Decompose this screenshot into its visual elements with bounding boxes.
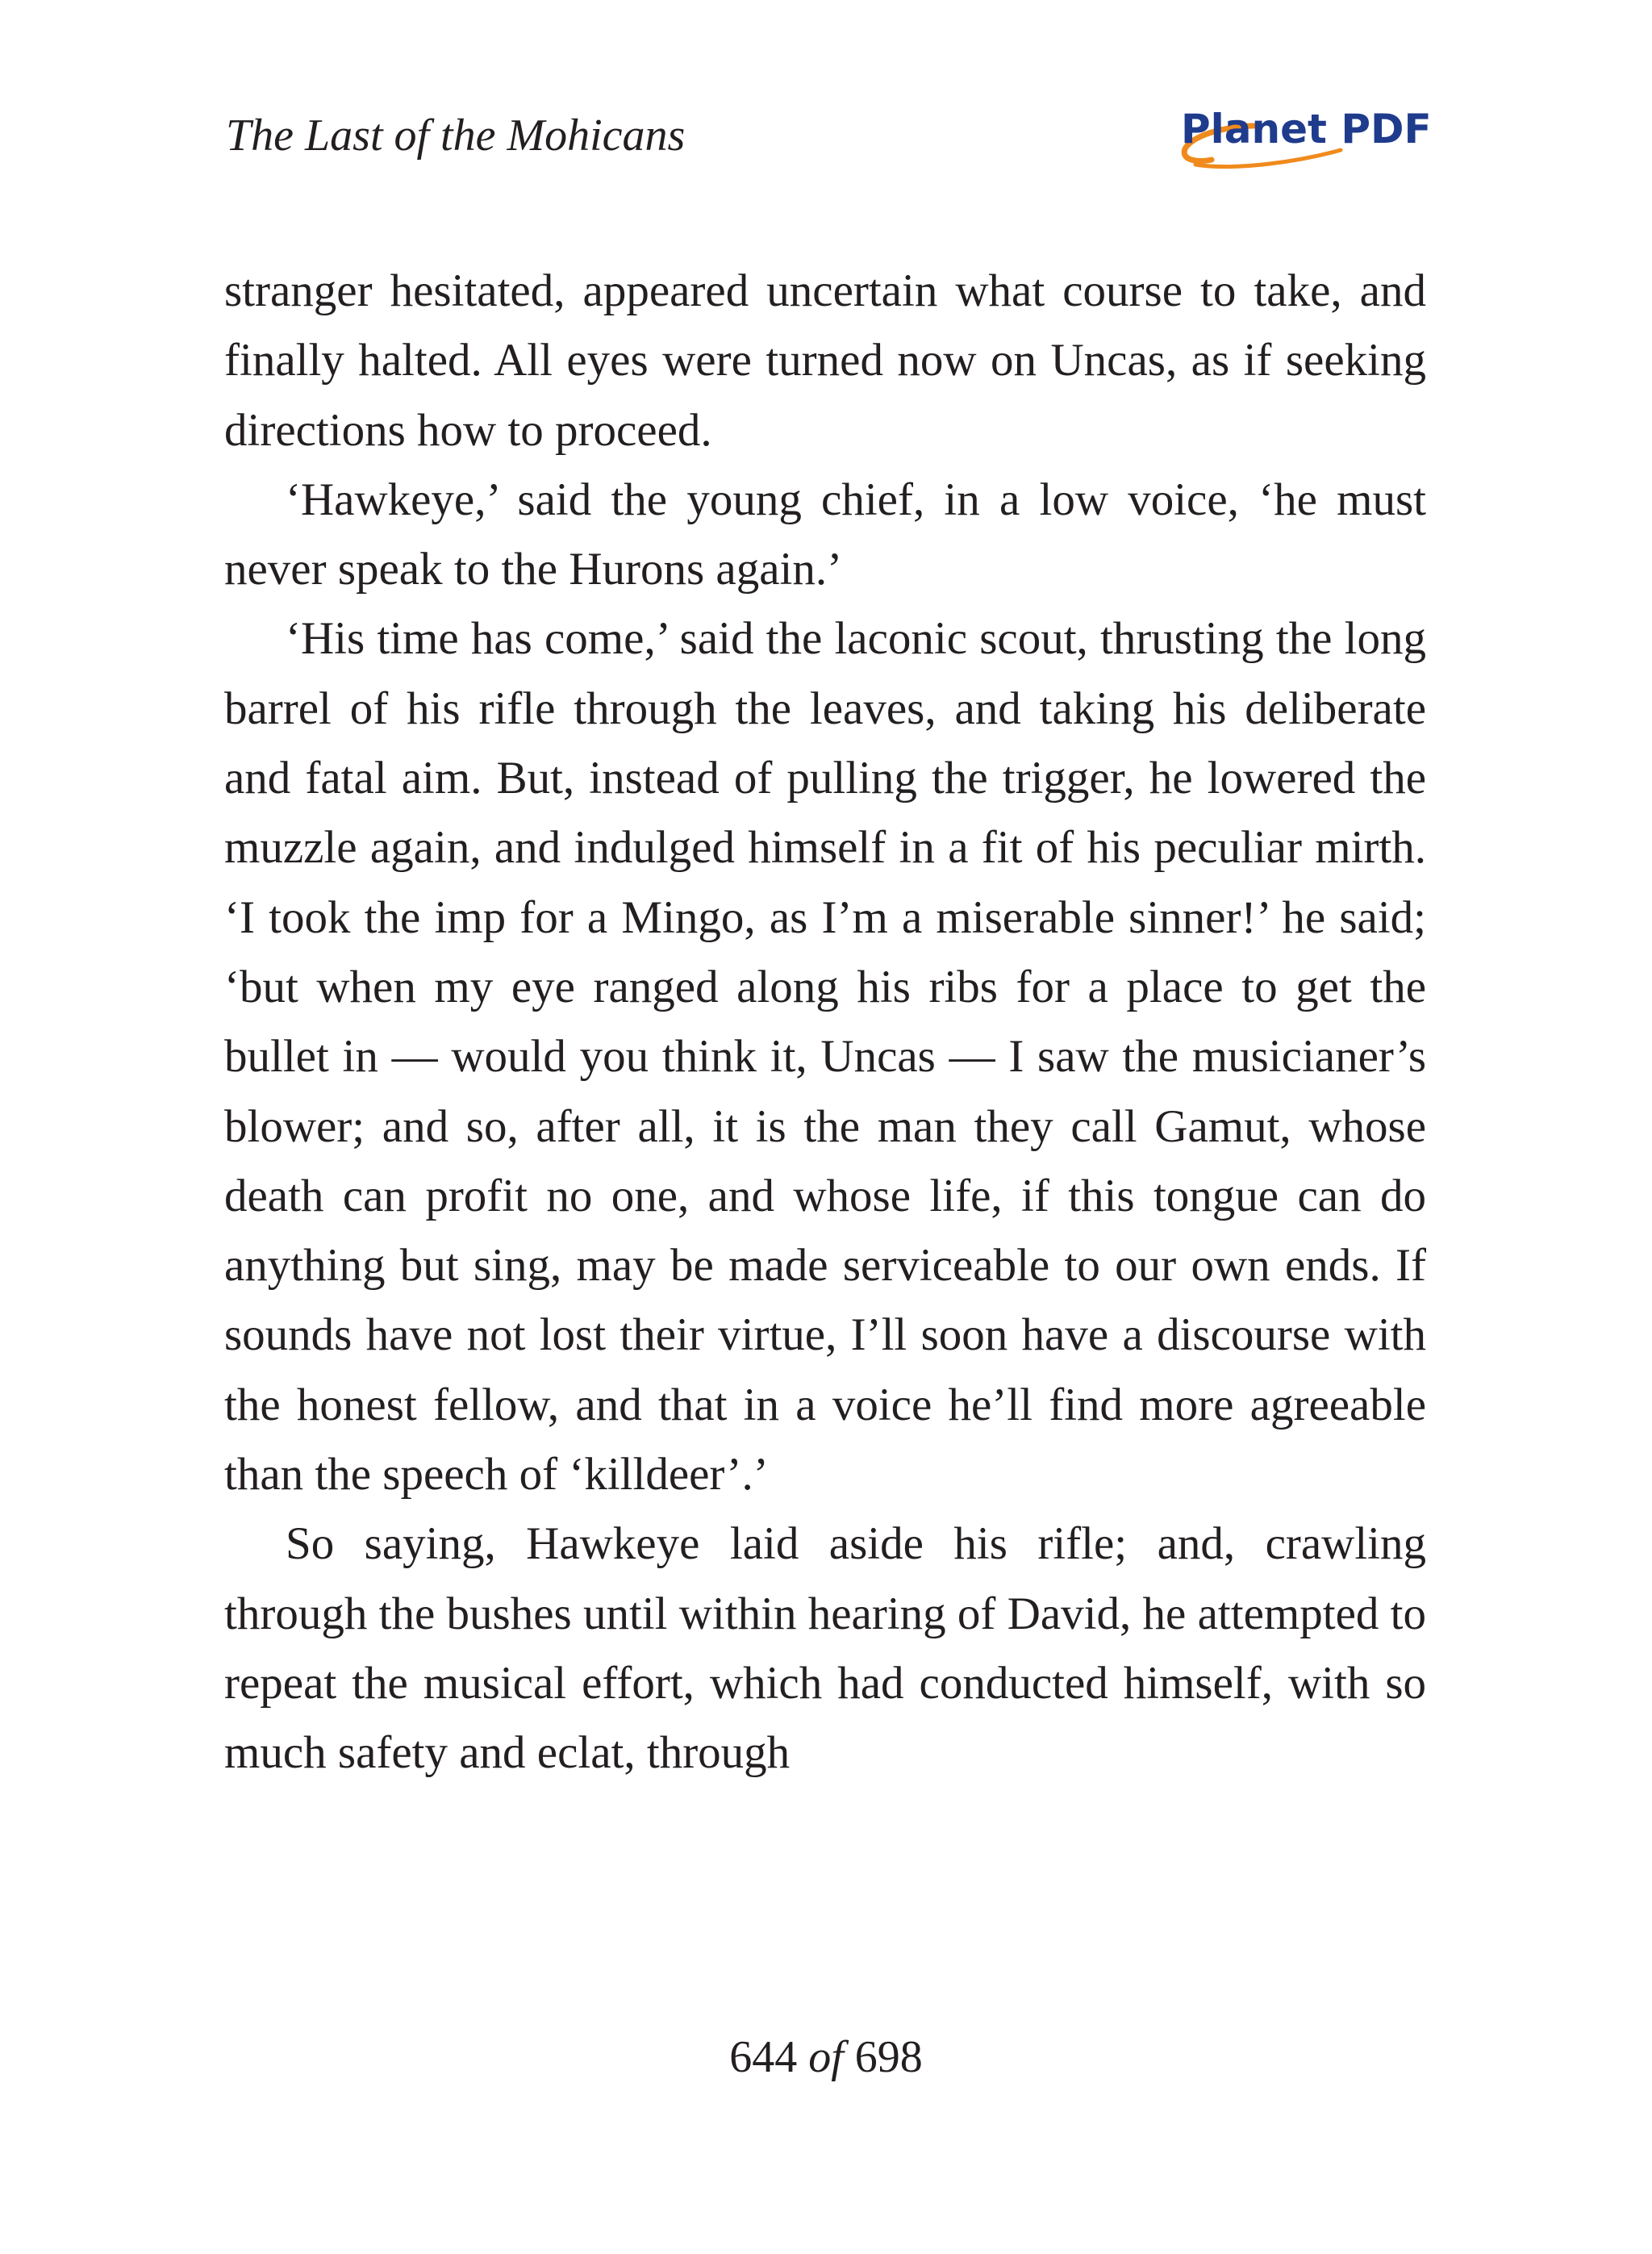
paragraph: ‘Hawkeye,’ said the young chief, in a low voice, ‘he must never speak to the Hurons again.’ [224,474,1426,595]
logo-text-planet: Planet [1181,106,1327,152]
paragraph: ‘His time has come,’ said the laconic scout, thrusting the long barrel of his rifle through the leaves, and taking his deliberate and fatal aim. But, instead of pulling the trigger, he lowered the muzzle again, and indulged himself in a fit of his peculiar mirth. ‘I took the imp for a Mingo, as I’m a miserable sinner!’ he said; ‘but when my eye ranged along his ribs for a place to get the bullet in — would you think it, Uncas — I saw the musicianer’s blower; and so, after all, it is the man they call Gamut, whose death can profit no one, and whose life, if this tongue can do anything but sing, may be made serviceable to our own ends. If sounds have not lost their virtue, I’ll soon have a discourse with the honest fellow, and that in a voice he’ll find more agreeable than the speech of ‘killdeer’.’ [224,613,1426,1501]
page-body [224,257,1426,1789]
planet-pdf-logo [1163,97,1432,177]
logo-text [1181,105,1432,153]
paragraph-continued: stranger hesitated, appeared uncertain what course to take, and finally halted. All eyes were turned now on Uncas, as if seeking directions how to proceed. [224,265,1426,456]
page-current: 644 [729,2032,798,2082]
page-of-label: of [808,2032,844,2082]
page-total: 698 [854,2032,923,2082]
running-title: The Last of the Mohicans [226,111,686,161]
logo-text-pdf: PDF [1341,106,1432,152]
page-number [0,2025,1652,2089]
paragraph: So saying, Hawkeye laid aside his rifle; and, crawling through the bushes until within hearing of David, he attempted to repeat the musical effort, which had conducted himself, with so much safety and eclat, through [224,1518,1426,1779]
